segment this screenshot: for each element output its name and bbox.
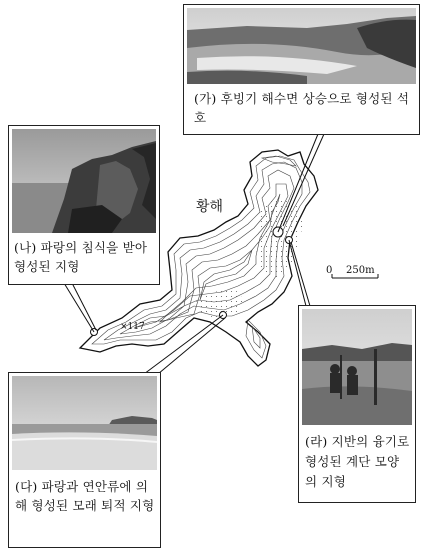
callout-na [8,125,160,285]
lagoon-photo [187,8,416,84]
caption-ra: (라) 지반의 융기로 형성된 계단 모양의 지형 [305,434,410,489]
caption-na: (나) 파랑의 침식을 받아 형성된 지형 [14,240,148,274]
scale-label-zero: 0 [326,265,333,276]
sea-label: 황해 [196,199,224,215]
callout-ra [298,305,416,503]
scale-label-distance: 250m [346,265,375,276]
callout-da [8,372,161,548]
sand-beach-photo [12,376,157,470]
caption-ga: (가) 후빙기 해수면 상승으로 형성된 석호 [194,91,410,125]
sea-cliff-photo [12,129,156,233]
caption-da: (다) 파랑과 연안류에 의해 형성된 모래 퇴적 지형 [15,479,155,513]
callout-ga [183,4,420,135]
marine-terrace-photo [302,309,412,425]
elevation-label: ×117 [120,322,145,332]
